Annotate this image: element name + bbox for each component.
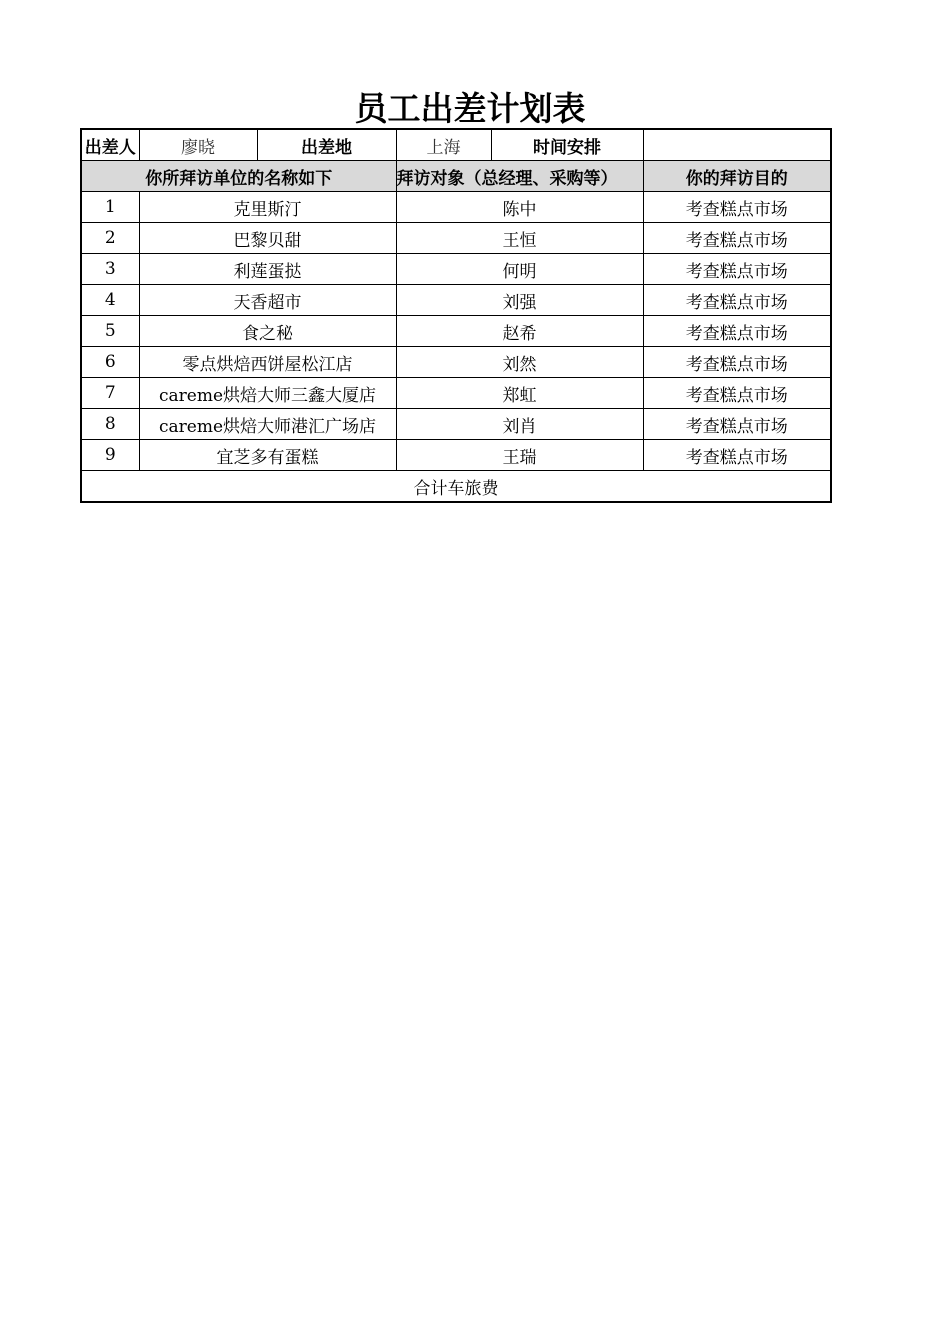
row-unit[interactable]: 食之秘	[139, 316, 396, 347]
table-row	[81, 409, 831, 440]
table-row	[81, 223, 831, 254]
destination-value[interactable]: 上海	[396, 129, 491, 161]
row-unit[interactable]: 克里斯汀	[139, 192, 396, 223]
row-contact[interactable]: 刘肖	[396, 409, 643, 440]
traveler-label: 出差人	[81, 129, 139, 161]
row-contact[interactable]: 陈中	[396, 192, 643, 223]
header-contact: 拜访对象（总经理、采购等）	[396, 161, 643, 192]
table-row	[81, 347, 831, 378]
schedule-value[interactable]	[643, 129, 831, 161]
row-number[interactable]: 5	[81, 316, 139, 347]
row-purpose[interactable]: 考查糕点市场	[643, 285, 831, 316]
row-number[interactable]: 1	[81, 192, 139, 223]
row-number[interactable]: 9	[81, 440, 139, 471]
table-row	[81, 316, 831, 347]
row-unit[interactable]: 宜芝多有蛋糕	[139, 440, 396, 471]
row-purpose[interactable]: 考查糕点市场	[643, 223, 831, 254]
header-unit-name: 你所拜访单位的名称如下	[81, 161, 396, 192]
table-row	[81, 440, 831, 471]
row-unit[interactable]: careme烘焙大师三鑫大厦店	[139, 378, 396, 409]
schedule-label: 时间安排	[491, 129, 643, 161]
row-number[interactable]: 3	[81, 254, 139, 285]
travel-plan-table	[80, 128, 832, 503]
row-unit[interactable]: 天香超市	[139, 285, 396, 316]
row-purpose[interactable]: 考查糕点市场	[643, 316, 831, 347]
row-purpose[interactable]: 考查糕点市场	[643, 192, 831, 223]
row-number[interactable]: 4	[81, 285, 139, 316]
row-number[interactable]: 6	[81, 347, 139, 378]
row-contact[interactable]: 赵希	[396, 316, 643, 347]
row-purpose[interactable]: 考查糕点市场	[643, 440, 831, 471]
row-contact[interactable]: 郑虹	[396, 378, 643, 409]
total-travel-expense[interactable]: 合计车旅费	[81, 471, 831, 503]
row-purpose[interactable]: 考查糕点市场	[643, 347, 831, 378]
row-purpose[interactable]: 考查糕点市场	[643, 378, 831, 409]
table-row	[81, 285, 831, 316]
row-unit[interactable]: 利莲蛋挞	[139, 254, 396, 285]
row-number[interactable]: 8	[81, 409, 139, 440]
destination-label: 出差地	[257, 129, 396, 161]
page-title: 员工出差计划表	[354, 89, 586, 128]
row-number[interactable]: 2	[81, 223, 139, 254]
table-row	[81, 254, 831, 285]
row-unit[interactable]: 零点烘焙西饼屋松江店	[139, 347, 396, 378]
row-unit[interactable]: careme烘焙大师港汇广场店	[139, 409, 396, 440]
row-purpose[interactable]: 考查糕点市场	[643, 409, 831, 440]
row-unit[interactable]: 巴黎贝甜	[139, 223, 396, 254]
table-row	[81, 378, 831, 409]
row-contact[interactable]: 何明	[396, 254, 643, 285]
row-contact[interactable]: 刘然	[396, 347, 643, 378]
row-purpose[interactable]: 考查糕点市场	[643, 254, 831, 285]
row-number[interactable]: 7	[81, 378, 139, 409]
header-row	[81, 161, 831, 192]
row-contact[interactable]: 王瑞	[396, 440, 643, 471]
row-contact[interactable]: 刘强	[396, 285, 643, 316]
table-row	[81, 192, 831, 223]
info-row	[81, 129, 831, 161]
traveler-value[interactable]: 廖晓	[139, 129, 257, 161]
row-contact[interactable]: 王恒	[396, 223, 643, 254]
header-purpose: 你的拜访目的	[643, 161, 831, 192]
total-row	[81, 471, 831, 503]
